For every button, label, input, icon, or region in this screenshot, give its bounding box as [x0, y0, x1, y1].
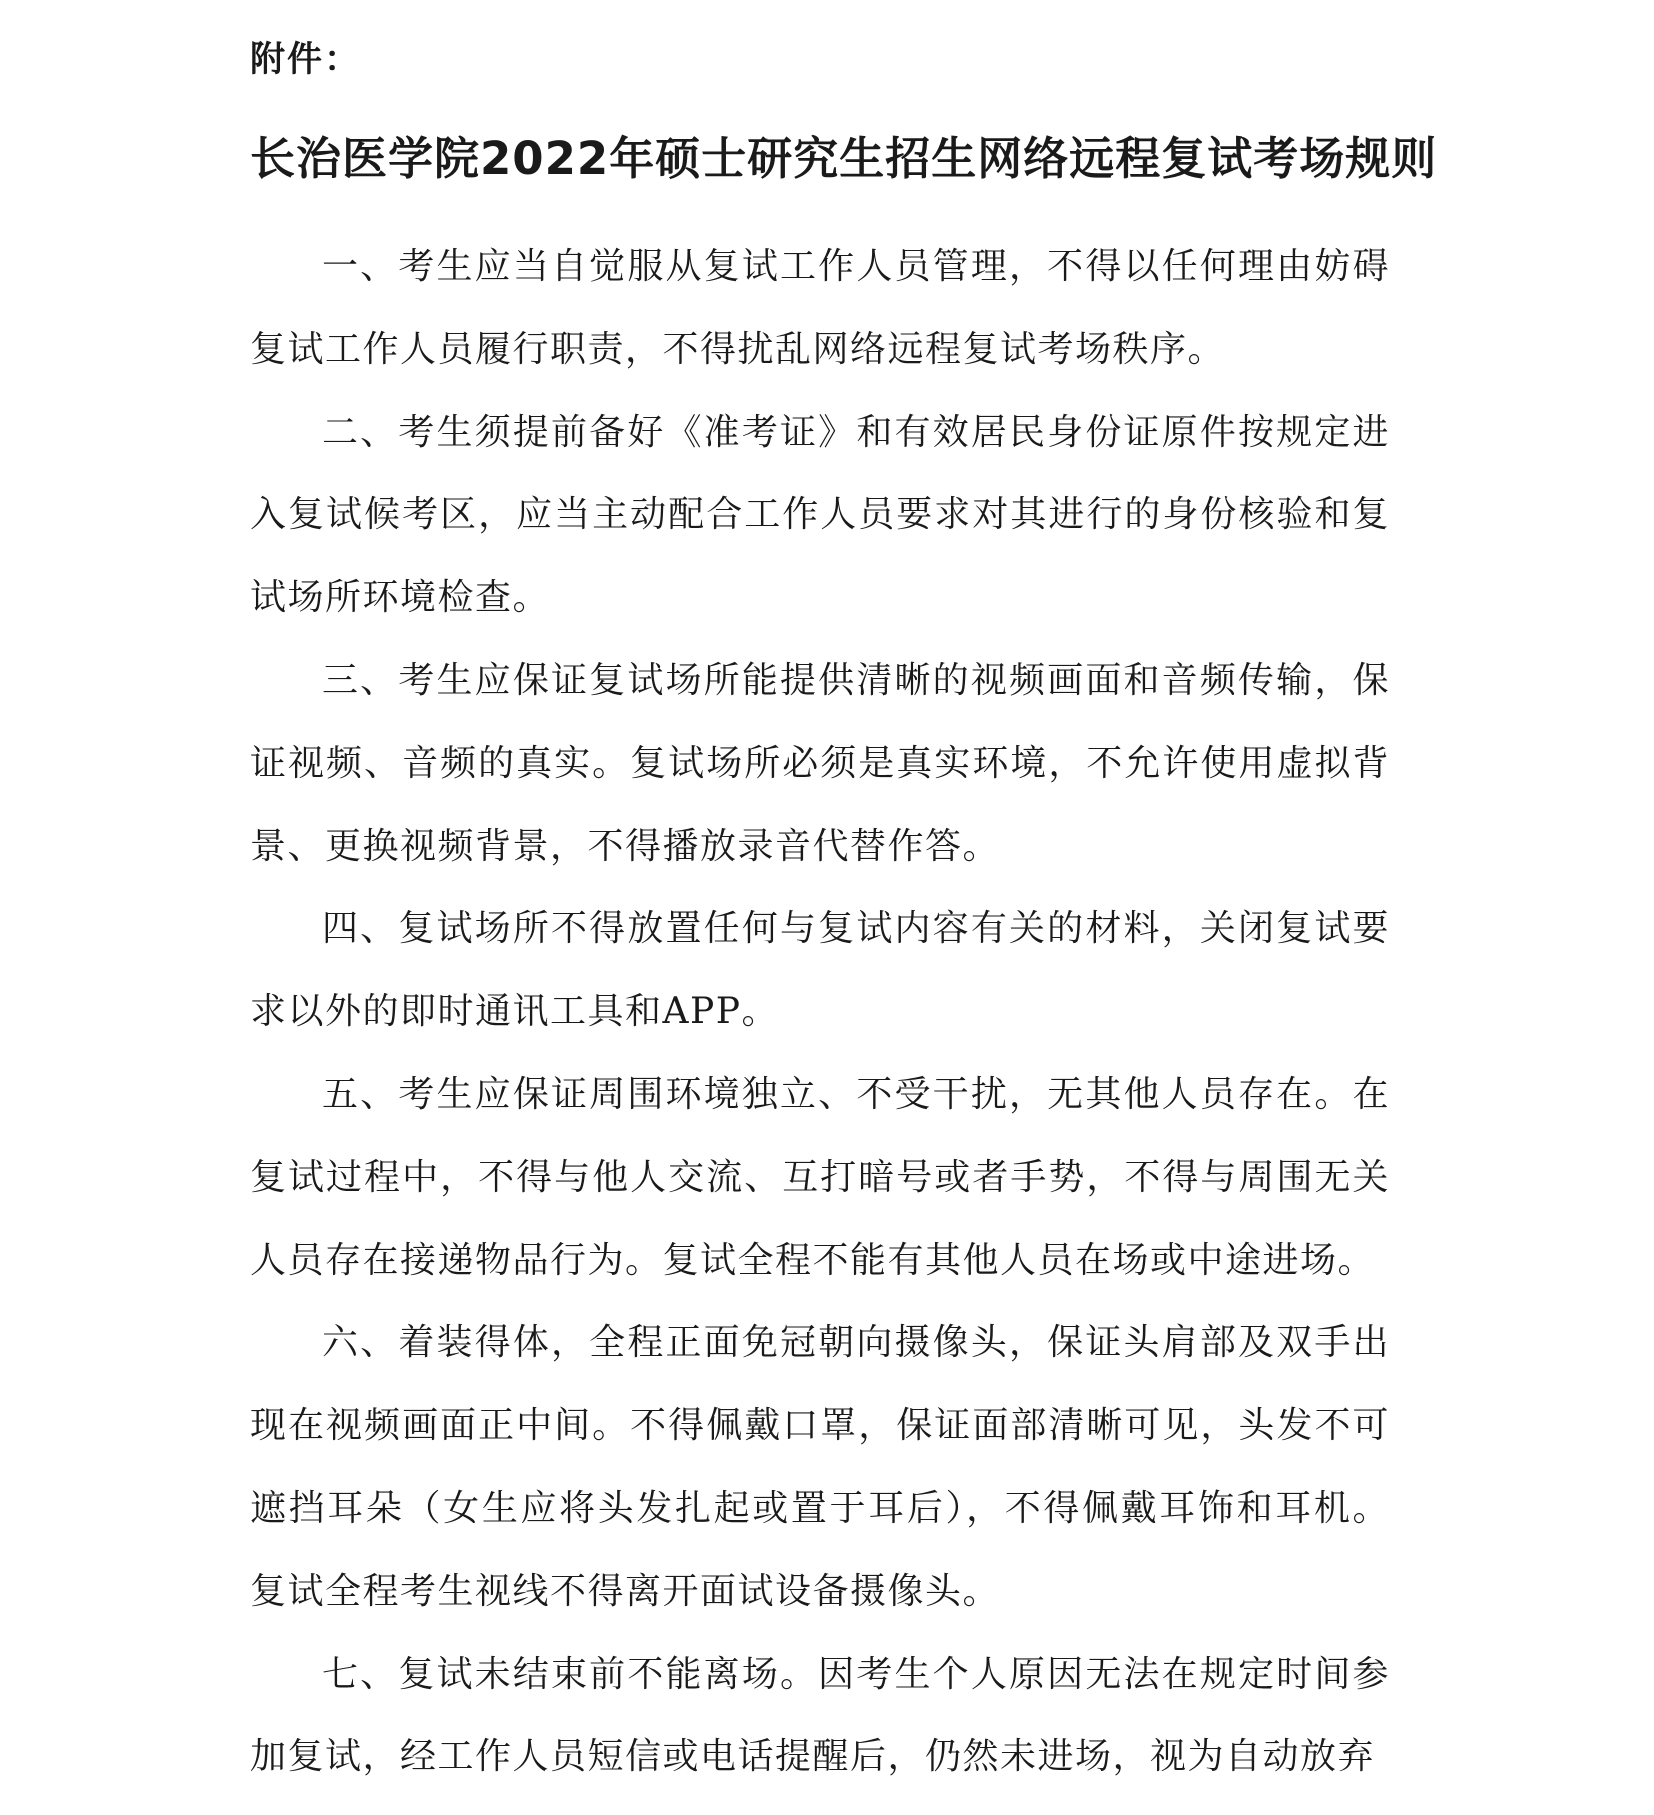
rule-paragraph-4: 四、复试场所不得放置任何与复试内容有关的材料，关闭复试要求以外的即时通讯工具和APP。	[250, 908, 1390, 1033]
rule-paragraph-2: 二、考生须提前备好《准考证》和有效居民身份证原件按规定进入复试候考区，应当主动配合工作人员要求对其进行的身份核验和复试场所环境检查。	[250, 411, 1390, 619]
document-title: 长治医学院2022年硕士研究生招生网络远程复试考场规则	[250, 132, 1438, 185]
rule-paragraph-3: 三、考生应保证复试场所能提供清晰的视频画面和音频传输，保证视频、音频的真实。复试场所必须是真实环境，不允许使用虚拟背景、更换视频背景，不得播放录音代替作答。	[250, 659, 1390, 867]
document-body	[250, 226, 1390, 1799]
rule-paragraph-7: 七、复试未结束前不能离场。因考生个人原因无法在规定时间参加复试，经工作人员短信或电话提醒后，仍然未进场，视为自动放弃	[250, 1653, 1390, 1778]
rule-paragraph-1: 一、考生应当自觉服从复试工作人员管理，不得以任何理由妨碍复试工作人员履行职责，不得扰乱网络远程复试考场秩序。	[250, 246, 1390, 370]
attachment-label: 附件：	[250, 40, 362, 80]
rule-paragraph-5: 五、考生应保证周围环境独立、不受干扰，无其他人员存在。在复试过程中，不得与他人交流、互打暗号或者手势，不得与周围无关人员存在接递物品行为。复试全程不能有其他人员在场或中途进场。	[250, 1073, 1390, 1281]
rule-paragraph-6: 六、着装得体，全程正面免冠朝向摄像头，保证头肩部及双手出现在视频画面正中间。不得佩戴口罩，保证面部清晰可见，头发不可遮挡耳朵（女生应将头发扎起或置于耳后），不得佩戴耳饰和耳机。复试全程考生视线不得离开面试设备摄像头。	[250, 1322, 1390, 1612]
